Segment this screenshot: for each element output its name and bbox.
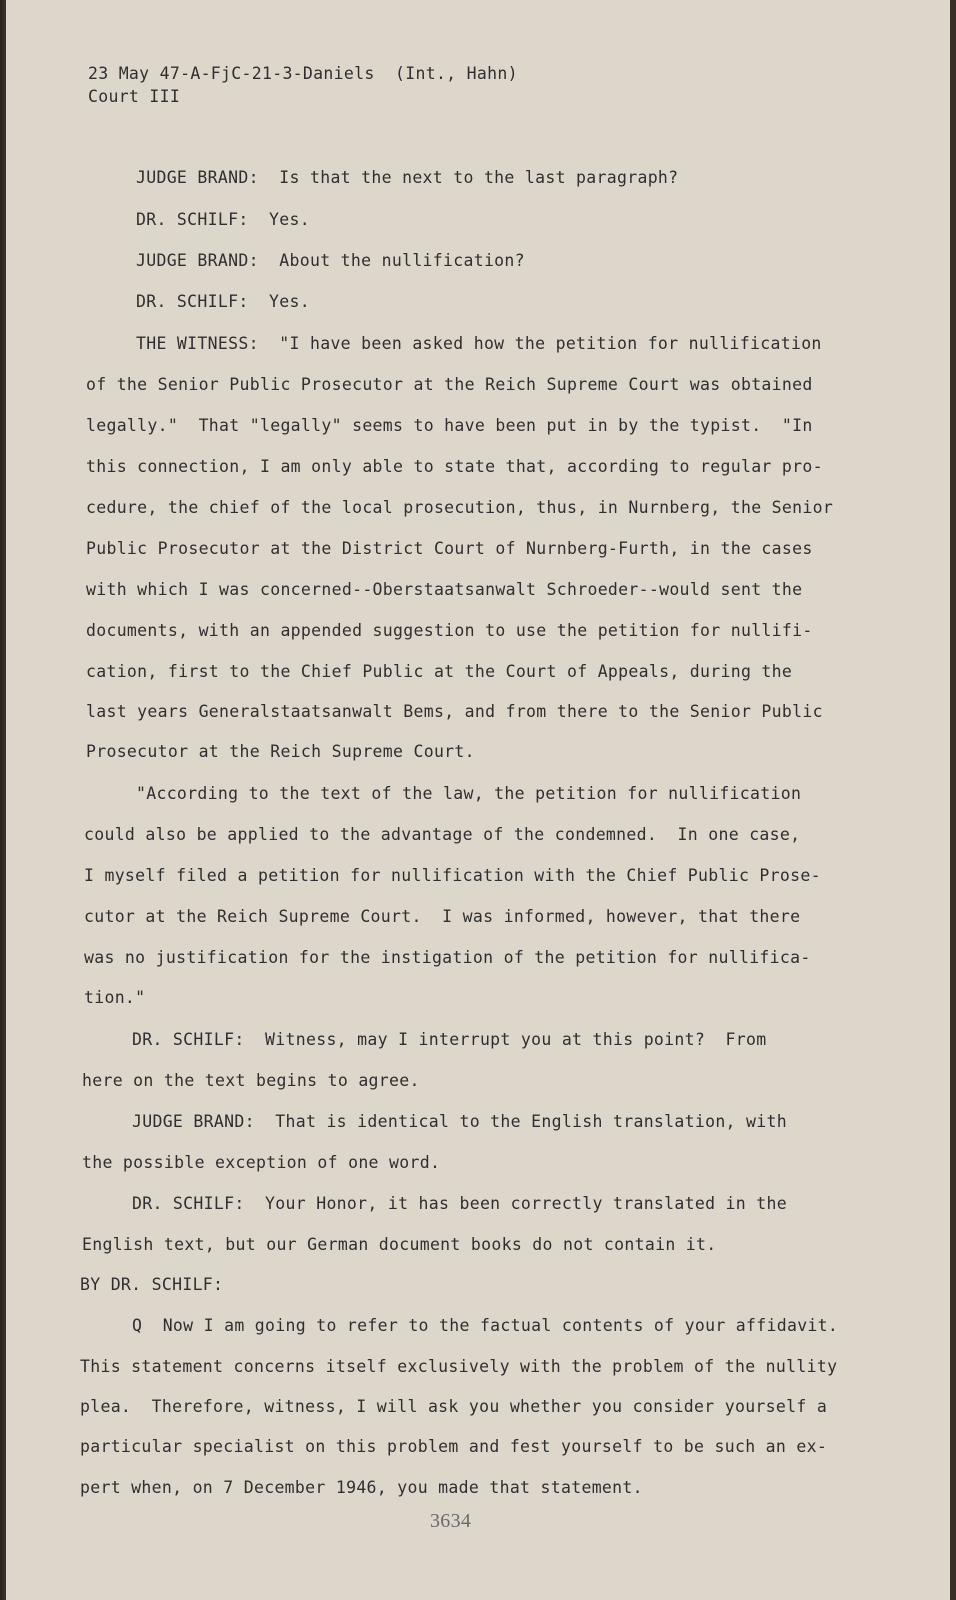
text-line: last years Generalstaatsanwalt Bems, and from there to the Senior Public (86, 702, 823, 721)
text-line: Public Prosecutor at the District Court of Nurnberg-Furth, in the cases (86, 539, 813, 558)
text-line: plea. Therefore, witness, I will ask you whether you consider yourself a (80, 1397, 828, 1416)
text-line: documents, with an appended suggestion to use the petition for nullifi- (86, 621, 813, 640)
text-line: DR. SCHILF: Yes. (136, 292, 310, 311)
text-line: with which I was concerned--Oberstaatsanwalt Schroeder--would sent the (86, 580, 803, 599)
document-page (6, 0, 950, 1600)
text-line: legally." That "legally" seems to have been put in by the typist. "In (86, 416, 813, 435)
page-number: 3634 (430, 1510, 472, 1532)
text-line: JUDGE BRAND: Is that the next to the last paragraph? (136, 168, 679, 187)
text-line: this connection, I am only able to state that, according to regular pro- (86, 457, 823, 476)
text-line: DR. SCHILF: Yes. (136, 210, 310, 229)
text-line: JUDGE BRAND: That is identical to the English translation, with (132, 1112, 787, 1131)
text-line: of the Senior Public Prosecutor at the Reich Supreme Court was obtained (86, 375, 813, 394)
text-line: was no justification for the instigation of the petition for nullifica- (84, 948, 811, 967)
text-line: cation, first to the Chief Public at the Court of Appeals, during the (86, 662, 793, 681)
text-line: JUDGE BRAND: About the nullification? (136, 251, 525, 270)
text-line: DR. SCHILF: Witness, may I interrupt you at this point? From (132, 1030, 767, 1049)
text-line: pert when, on 7 December 1946, you made that statement. (80, 1478, 643, 1497)
text-line: DR. SCHILF: Your Honor, it has been correctly translated in the (132, 1194, 787, 1213)
text-line: Q Now I am going to refer to the factual contents of your affidavit. (132, 1316, 839, 1335)
text-line: particular specialist on this problem and fest yourself to be such an ex- (80, 1437, 828, 1456)
text-line: I myself filed a petition for nullification with the Chief Public Prose- (84, 866, 821, 885)
text-line: This statement concerns itself exclusively with the problem of the nullity (80, 1357, 838, 1376)
text-line: the possible exception of one word. (82, 1153, 441, 1172)
text-line: BY DR. SCHILF: (80, 1275, 224, 1294)
text-line: cutor at the Reich Supreme Court. I was informed, however, that there (84, 907, 801, 926)
text-line: cedure, the chief of the local prosecution, thus, in Nurnberg, the Senior (86, 498, 834, 517)
text-line: Prosecutor at the Reich Supreme Court. (86, 742, 475, 761)
text-line: here on the text begins to agree. (82, 1071, 420, 1090)
header-line-2: Court III (88, 87, 181, 106)
text-line: "According to the text of the law, the petition for nullification (136, 784, 802, 803)
text-line: English text, but our German document books do not contain it. (82, 1235, 717, 1254)
header-line-1: 23 May 47-A-FjC-21-3-Daniels (Int., Hahn) (88, 64, 518, 83)
text-line: tion." (84, 988, 146, 1007)
text-line: THE WITNESS: "I have been asked how the petition for nullification (136, 334, 822, 353)
text-line: could also be applied to the advantage of the condemned. In one case, (84, 825, 801, 844)
